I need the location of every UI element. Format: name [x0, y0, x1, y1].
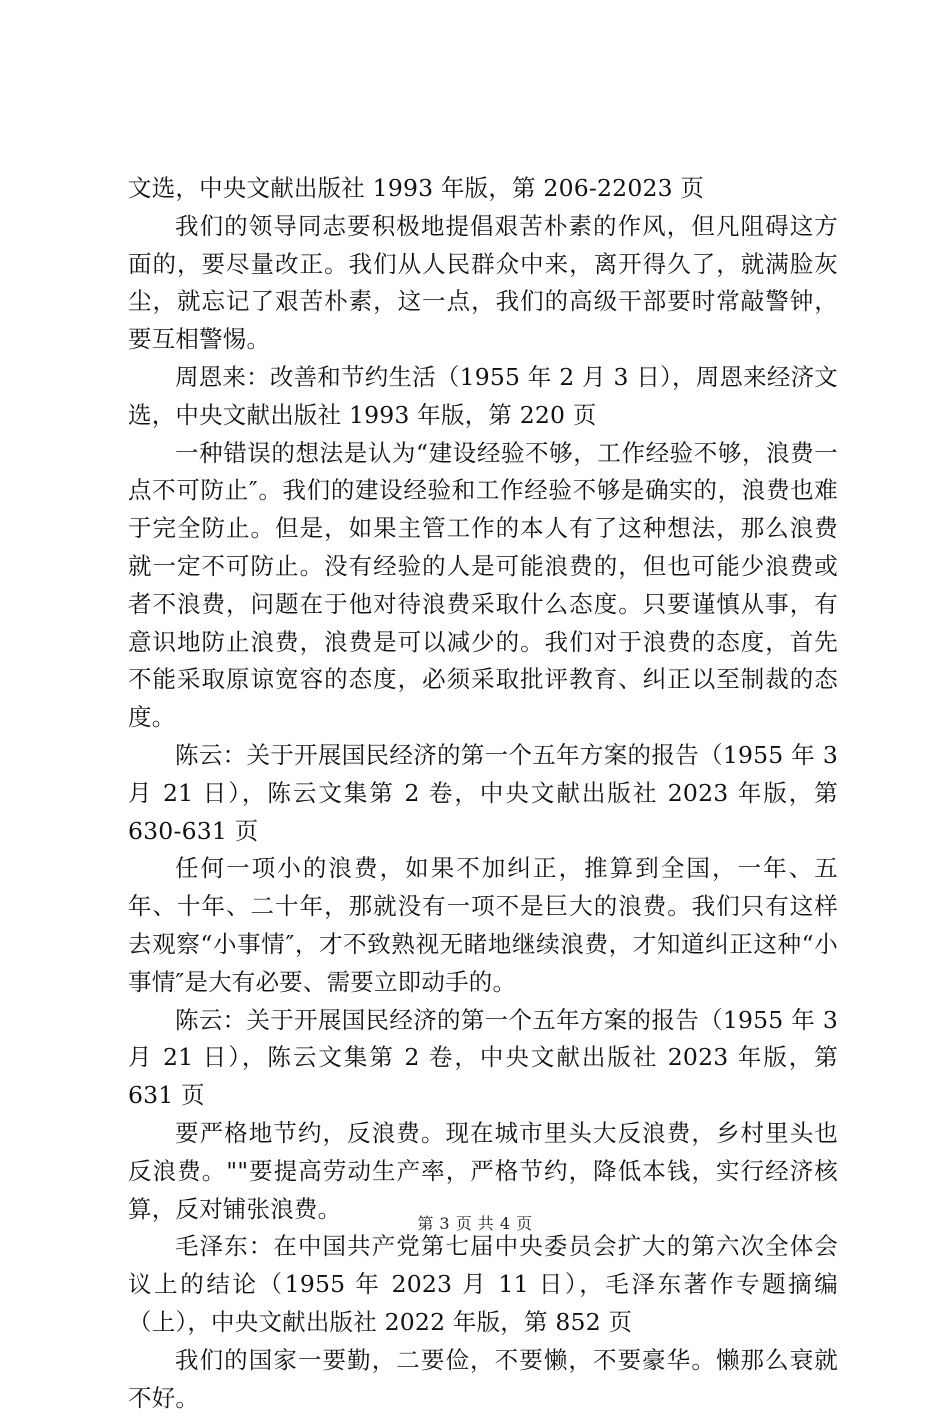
paragraph-citation-continued: 文选，中央文献出版社 1993 年版，第 206-22023 页 — [128, 174, 705, 202]
paragraph-quote: 一种错误的想法是认为“建设经验不够，工作经验不够，浪费一点不可防止″。我们的建设经验和工作经验不够是确实的，浪费也难于完全防止。但是，如果主管工作的本人有了这种想法，那么浪费就一定不可防止。没有经验的人是可能浪费的，但也可能少浪费或者不浪费，问题在于他对待浪费采取什么态度。只要谨慎从事，有意识地防止浪费，浪费是可以减少的。我们对于浪费的态度，首先不能采取原谅宽容的态度，必须采取批评教育、纠正以至制裁的态度。 — [128, 438, 838, 732]
paragraph-quote: 要严格地节约，反浪费。现在城市里头大反浪费，乡村里头也反浪费。""要提高劳动生产率，严格节约，降低本钱，实行经济核算，反对铺张浪费。 — [128, 1118, 838, 1223]
paragraph-citation: 陈云：关于开展国民经济的第一个五年方案的报告（1955 年 3 月 21 日），陈云文集第 2 卷，中央文献出版社 2023 年版，第 631 页 — [128, 1005, 838, 1110]
paragraph-citation: 周恩来：改善和节约生活（1955 年 2 月 3 日），周恩来经济文选，中央文献出版社 1993 年版，第 220 页 — [128, 362, 838, 429]
paragraph-citation: 毛泽东：在中国共产党第七届中央委员会扩大的第六次全体会议上的结论（1955 年 2023 月 11 日），毛泽东著作专题摘编（上），中央文献出版社 2022 年版，第 852 页 — [128, 1232, 838, 1336]
paragraph-quote: 任何一项小的浪费，如果不加纠正，推算到全国，一年、五年、十年、二十年，那就没有一项不是巨大的浪费。我们只有这样去观察“小事情″，才不致熟视无睹地继续浪费，才知道纠正这种“小事情″是大有必要、需要立即动手的。 — [128, 854, 838, 996]
paragraph-quote: 我们的国家一要勤，二要俭，不要懒，不要豪华。懒那么衰就不好。 — [128, 1345, 838, 1412]
page-number-footer: 第 3 页 共 4 页 — [417, 1214, 533, 1233]
paragraph-citation: 陈云：关于开展国民经济的第一个五年方案的报告（1955 年 3 月 21 日），陈云文集第 2 卷，中央文献出版社 2023 年版，第 630-631 页 — [128, 740, 838, 845]
paragraph-quote: 我们的领导同志要积极地提倡艰苦朴素的作风，但凡阻碍这方面的，要尽量改正。我们从人民群众中来，离开得久了，就满脸灰尘，就忘记了艰苦朴素，这一点，我们的高级干部要时常敲警钟，要互相警惕。 — [128, 211, 838, 354]
